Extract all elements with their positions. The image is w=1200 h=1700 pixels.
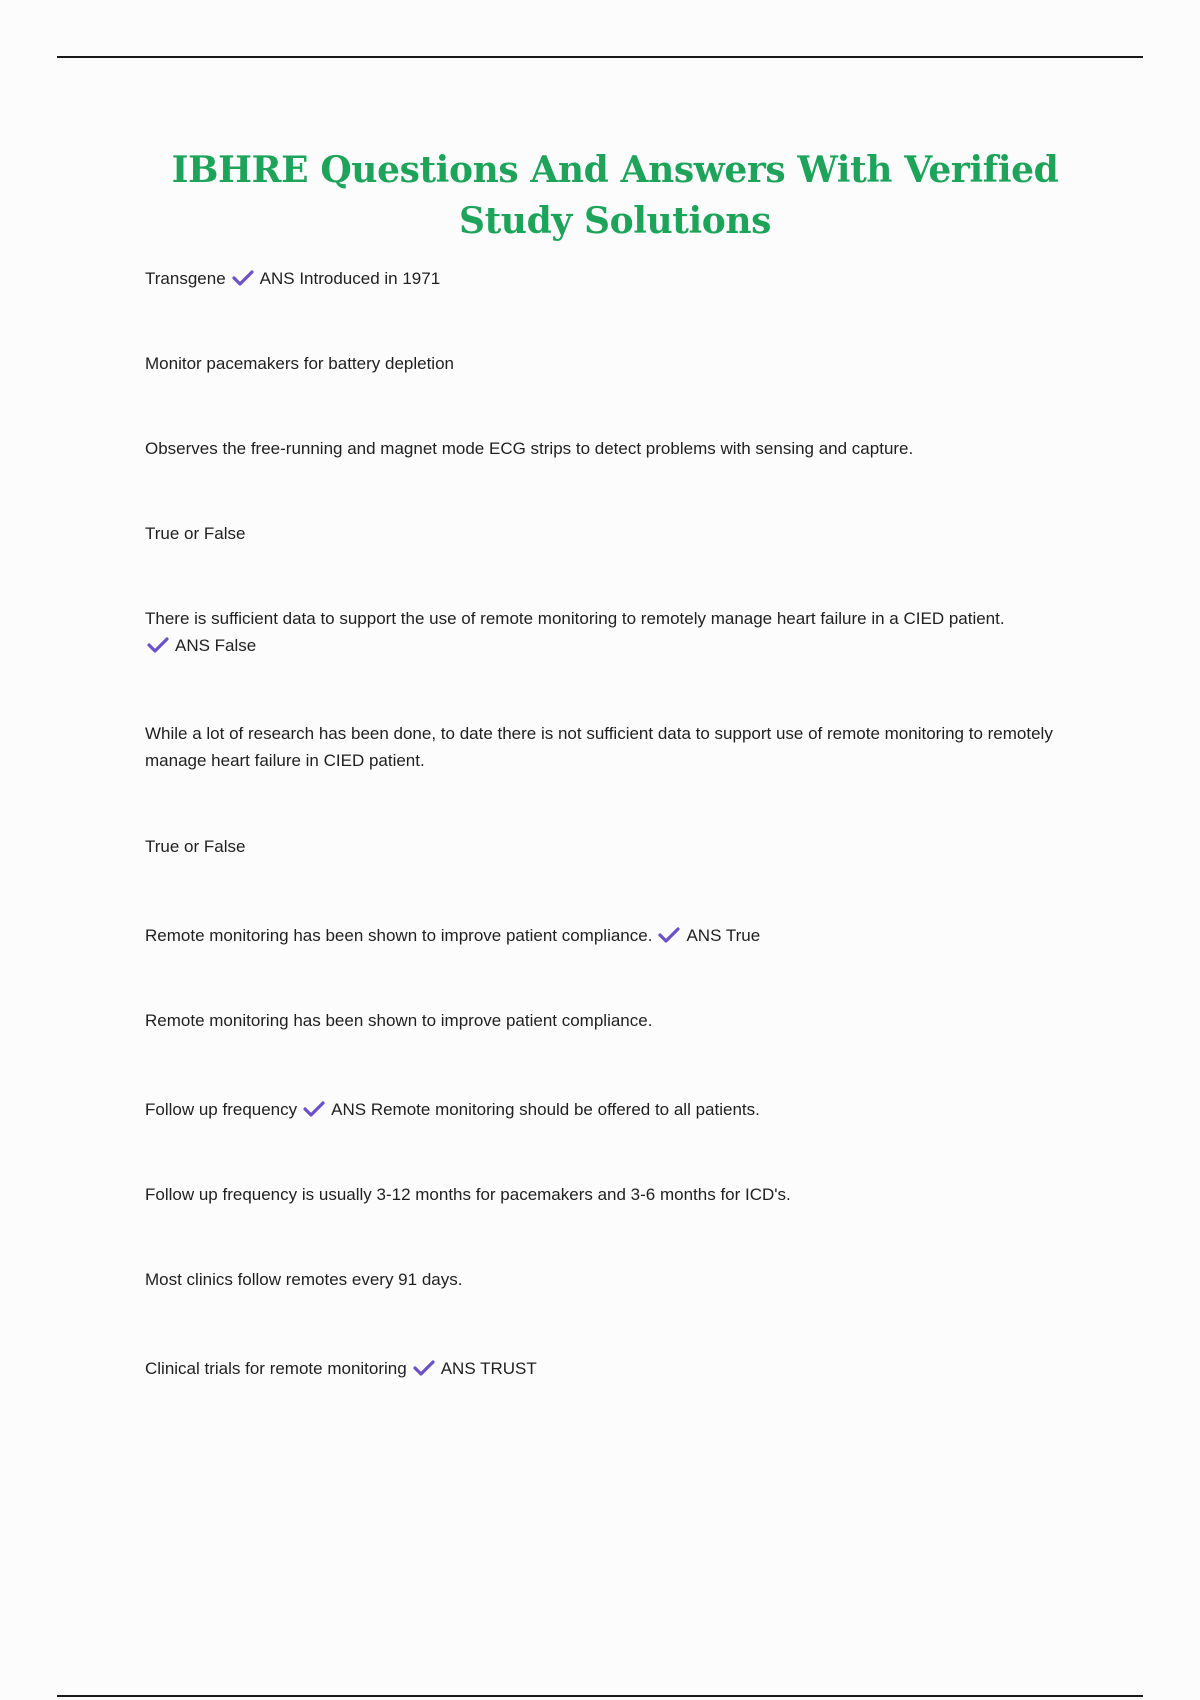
top-rule xyxy=(57,56,1143,58)
text-paragraph: Monitor pacemakers for battery depletion xyxy=(145,354,454,373)
checkmark-icon xyxy=(658,926,680,944)
question-text: Remote monitoring has been shown to improve patient compliance. xyxy=(145,926,653,945)
qa-item xyxy=(145,922,1105,949)
text-paragraph: While a lot of research has been done, to date there is not sufficient data to support use of remote monitoring to remotely manage heart failure in CIED patient. xyxy=(145,724,1053,770)
answer-text: ANS Remote monitoring should be offered to all patients. xyxy=(331,1100,760,1119)
text-paragraph: Most clinics follow remotes every 91 days. xyxy=(145,1270,463,1289)
text-paragraph: True or False xyxy=(145,524,246,543)
question-text: Clinical trials for remote monitoring xyxy=(145,1359,407,1378)
qa-item xyxy=(145,605,1095,659)
checkmark-icon xyxy=(303,1100,325,1118)
checkmark-icon xyxy=(232,269,254,287)
checkmark-icon xyxy=(413,1359,435,1377)
bottom-rule xyxy=(57,1695,1143,1697)
answer-text: ANS True xyxy=(686,926,761,945)
question-text: There is sufficient data to support the use of remote monitoring to remotely manage heart failure in a CIED patient. xyxy=(145,609,1005,628)
qa-item xyxy=(145,1355,1105,1382)
qa-item xyxy=(145,1096,1105,1123)
qa-item xyxy=(145,265,1105,292)
text-paragraph: Observes the free-running and magnet mode ECG strips to detect problems with sensing and capture. xyxy=(145,439,914,458)
text-paragraph: True or False xyxy=(145,837,246,856)
answer-text: ANS TRUST xyxy=(440,1359,537,1378)
answer-text: ANS Introduced in 1971 xyxy=(259,269,441,288)
document-title: IBHRE Questions And Answers With Verified Study Solutions xyxy=(171,149,1059,242)
question-text: Follow up frequency xyxy=(145,1100,298,1119)
text-paragraph: Remote monitoring has been shown to improve patient compliance. xyxy=(145,1011,653,1030)
answer-text: ANS False xyxy=(175,636,257,655)
question-text: Transgene xyxy=(145,269,226,288)
checkmark-icon xyxy=(147,636,169,654)
text-paragraph: Follow up frequency is usually 3-12 months for pacemakers and 3-6 months for ICD's. xyxy=(145,1185,791,1204)
